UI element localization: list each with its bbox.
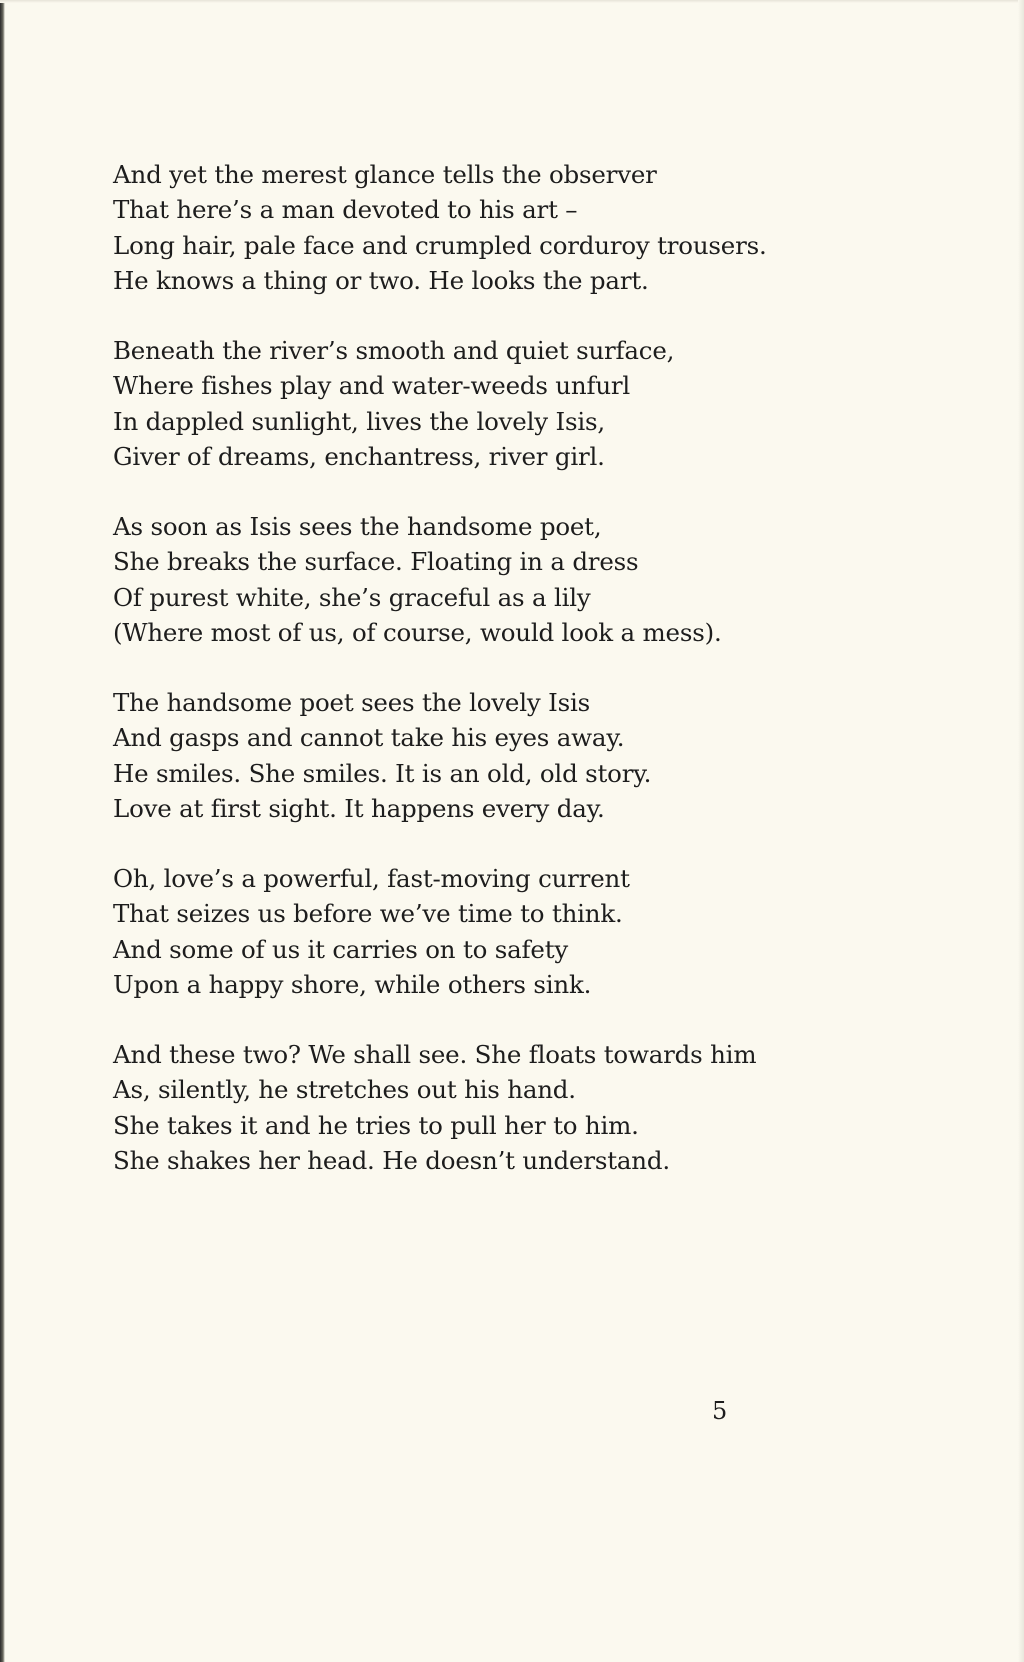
poem-line: Oh, love’s a powerful, fast-moving current xyxy=(113,864,630,893)
poem-line: That here’s a man devoted to his art – xyxy=(113,195,578,225)
poem-line: Of purest white, she’s graceful as a lily xyxy=(113,582,591,612)
poem-line: He smiles. She smiles. It is an old, old story. xyxy=(113,758,652,788)
poem-line: She takes it and he tries to pull her to him. xyxy=(113,1110,639,1140)
poem-line: And gasps and cannot take his eyes away. xyxy=(113,723,625,753)
poem-line: The handsome poet sees the lovely Isis xyxy=(113,688,590,717)
poem-line: Giver of dreams, enchantress, river girl. xyxy=(113,441,605,471)
stanza-2 xyxy=(113,333,913,509)
stanza-4 xyxy=(113,685,913,861)
page-top-edge xyxy=(0,0,1024,3)
poem-line: And yet the merest glance tells the observer xyxy=(113,160,657,189)
poem-line: That seizes us before we’ve time to think. xyxy=(113,899,623,929)
poem-line: As soon as Isis sees the handsome poet, xyxy=(113,512,602,541)
stanza-1 xyxy=(113,157,913,333)
stanza-6 xyxy=(113,1037,913,1213)
poem-line: (Where most of us, of course, would look a mess). xyxy=(113,617,722,647)
poem-line: He knows a thing or two. He looks the part. xyxy=(113,265,649,295)
poem-line: Long hair, pale face and crumpled corduroy trousers. xyxy=(113,230,767,260)
poem-line: She breaks the surface. Floating in a dress xyxy=(113,547,639,577)
poem-line: Upon a happy shore, while others sink. xyxy=(113,969,592,999)
poem-line: Love at first sight. It happens every day. xyxy=(113,793,605,823)
poem-line: As, silently, he stretches out his hand. xyxy=(113,1075,576,1105)
page-right-edge xyxy=(1018,0,1024,1662)
page-number: 5 xyxy=(712,1397,728,1425)
poem-line: Where fishes play and water-weeds unfurl xyxy=(113,371,631,401)
poem-line: And some of us it carries on to safety xyxy=(113,934,568,964)
page-left-edge xyxy=(0,0,5,1662)
stanza-3 xyxy=(113,509,913,685)
poem-line: She shakes her head. He doesn’t understand. xyxy=(113,1145,670,1175)
poem-line: Beneath the river’s smooth and quiet surface, xyxy=(113,336,675,365)
stanza-5 xyxy=(113,861,913,1037)
poem-body xyxy=(113,157,913,1213)
poem-line: And these two? We shall see. She floats towards him xyxy=(113,1040,757,1069)
poem-line: In dappled sunlight, lives the lovely Isis, xyxy=(113,406,605,436)
